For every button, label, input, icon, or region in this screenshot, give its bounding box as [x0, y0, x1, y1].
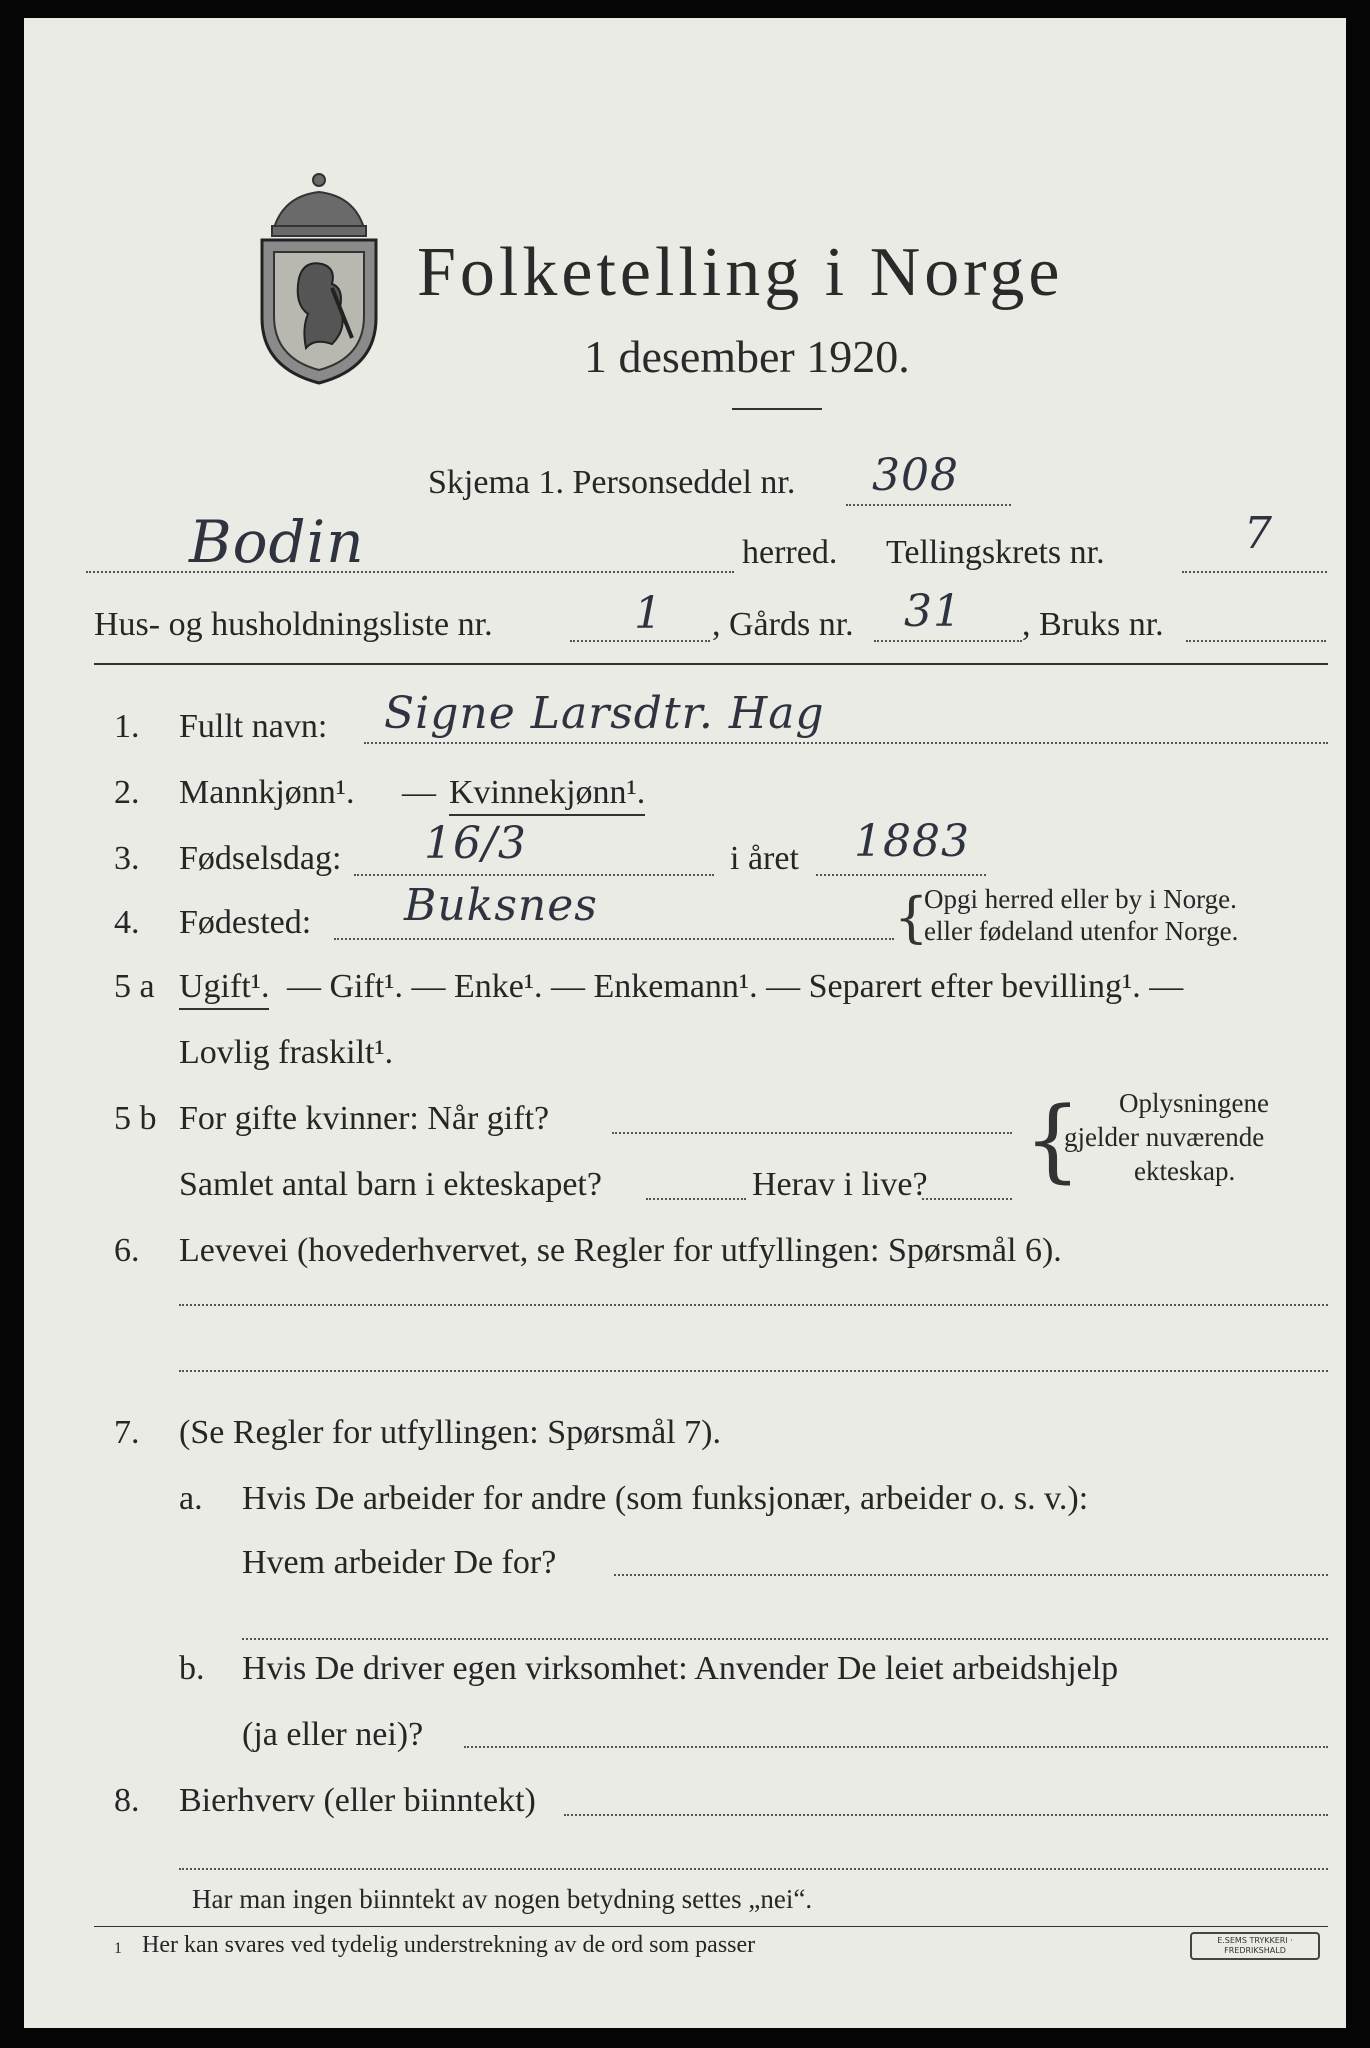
printer-stamp: E.SEMS TRYKKERI · FREDRIKSHALD — [1190, 1932, 1320, 1960]
form-date: 1 desember 1920. — [584, 331, 910, 382]
q3-label: Fødselsdag: — [179, 840, 342, 877]
krets-value: 7 — [1244, 508, 1273, 559]
q3-year-value: 1883 — [854, 816, 970, 867]
q4-note-2: eller fødeland utenfor Norge. — [924, 916, 1239, 946]
q5a-line2: Lovlig fraskilt¹. — [179, 1034, 394, 1071]
q5a-ugift: Ugift¹. — [179, 968, 269, 1010]
q2-male: Mannkjønn¹. — [179, 774, 355, 811]
q5b-note-1: Oplysningene — [1119, 1088, 1269, 1118]
q5b-note-3: ekteskap. — [1134, 1156, 1236, 1186]
q4-label: Fødested: — [179, 904, 312, 941]
schema-label: Skjema 1. Personseddel nr. — [428, 464, 796, 501]
bruks-label: , Bruks nr. — [1022, 606, 1164, 643]
biinntekt-note: Har man ingen biinntekt av nogen betydning settes „nei“. — [192, 1884, 813, 1914]
form-title: Folketelling i Norge — [417, 234, 1064, 311]
q3-year-label: i året — [730, 840, 799, 877]
q8-label: Bierhverv (eller biinntekt) — [179, 1782, 536, 1819]
q6-label: Levevei (hovederhvervet, se Regler for utfyllingen: Spørsmål 6). — [179, 1232, 1062, 1269]
census-form: Folketelling i Norge 1 desember 1920. Skjema 1. Personseddel nr. 308 Bodin herred. Tellingskrets nr. 7 Hus- og husholdningsliste nr. 1 , Gårds nr. 31 , Bruks nr. 1. Fullt navn: Signe Larsdtr. Hag 2. Mannkjønn¹. — Kvinnekjønn¹. 3. Fødselsdag: 16/3 i året 1883 4. Fødested: Buksnes { Opgi herred eller by i Norge. eller fødeland utenfor Norge. 5 a Ugift¹. — Gift¹. — Enke¹. — Enkemann¹. — Separert efter bevilling¹. — Lovlig fraskilt¹. 5 b For gifte kvinner: Når gift? Samlet antal barn i ekteskapet? Herav i live? { Oplysningene gjelder nuværende ekteskap. 6. Levevei (hovederhvervet, se Regler for utfyllingen: Spørsmål 6). 7. (Se Regler for utfyllingen: Spørsmål 7). a. Hvis De arbeider for andre (som funksjonær, arbeider o. s. v.): Hvem arbeider De for? b. Hvis De driver egen virksomhet: Anvender De leiet arbeidshjelp (ja eller nei)? 8. Bierhverv (eller biinntekt) Har man ingen biinntekt av nogen betydning settes „nei“. 1 Her kan svares ved tydelig understrekning av de ord som passer E.SEMS TRYKKERI · FREDRIKSHALD — [24, 18, 1346, 2028]
q7a-line2: Hvem arbeider De for? — [242, 1544, 557, 1581]
q5b-note-2: gjelder nuværende — [1064, 1122, 1265, 1152]
q2-female: Kvinnekjønn¹. — [449, 774, 645, 816]
title-divider — [732, 408, 822, 410]
q1-label: Fullt navn: — [179, 708, 328, 745]
q4-value: Buksnes — [404, 880, 598, 931]
q5b-label-3: Herav i live? — [752, 1166, 928, 1203]
coat-of-arms-icon — [244, 168, 394, 388]
schema-value: 308 — [872, 450, 959, 501]
hus-value: 1 — [634, 588, 663, 639]
q1-value: Signe Larsdtr. Hag — [384, 688, 825, 739]
hus-label: Hus- og husholdningsliste nr. — [94, 606, 493, 643]
q7-label: (Se Regler for utfyllingen: Spørsmål 7). — [179, 1414, 722, 1451]
gards-value: 31 — [904, 586, 962, 637]
q3-value: 16/3 — [424, 818, 527, 869]
krets-label: Tellingskrets nr. — [886, 534, 1105, 571]
q5a-options: — Gift¹. — Enke¹. — Enkemann¹. — Separert efter bevilling¹. — — [287, 968, 1184, 1005]
q7b-line2: (ja eller nei)? — [242, 1716, 424, 1753]
header-rule — [94, 663, 1328, 665]
q5b-label-2: Samlet antal barn i ekteskapet? — [179, 1166, 602, 1203]
q7a-label: Hvis De arbeider for andre (som funksjonær, arbeider o. s. v.): — [242, 1480, 1089, 1517]
gards-label: , Gårds nr. — [712, 606, 854, 643]
q4-note-1: Opgi herred eller by i Norge. — [924, 884, 1237, 914]
herred-value: Bodin — [189, 508, 365, 576]
q5b-label-1: For gifte kvinner: Når gift? — [179, 1100, 550, 1137]
herred-label: herred. — [742, 534, 838, 571]
footnote: Her kan svares ved tydelig understrekning av de ord som passer — [142, 1932, 756, 1958]
q7b-label: Hvis De driver egen virksomhet: Anvender De leiet arbeidshjelp — [242, 1650, 1119, 1687]
